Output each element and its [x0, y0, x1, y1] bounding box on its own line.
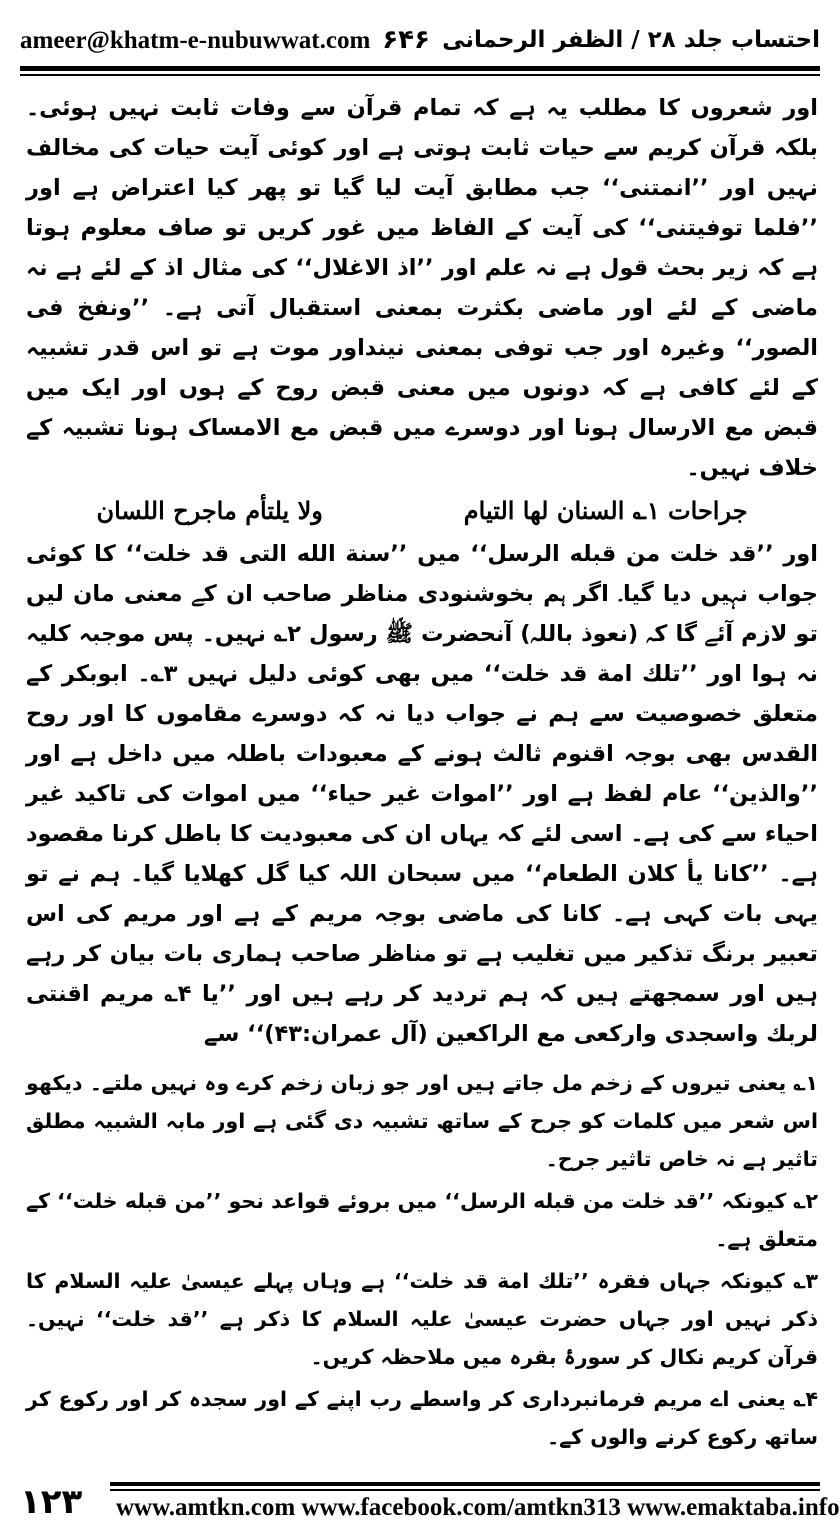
footnote-2: ۲؎ کیونکہ ’’قد خلت من قبله الرسل‘‘ میں بروئے قواعد نحو ’’من قبله خلت‘‘ کے متعلق ہے۔ [26, 1189, 818, 1251]
footer-rule-thin [110, 1489, 820, 1491]
header-left [20, 25, 430, 55]
body-paragraph-1: اور شعروں کا مطلب یہ ہے کہ تمام قرآن سے وفات ثابت نہیں ہوئی۔ بلکہ قرآن کریم سے حیات ثابت ہوتی ہے اور کوئی آیت حیات کی مخالف نہیں اور ’’انمتنی‘‘ جب مطابق آیت لیا گیا تو پھر کیا اعتراض ہے اور ’’فلما توفیتنی‘‘ کی آیت کے الفاظ میں غور کریں تو صاف معلوم ہوتا ہے کہ زیر بحث قول ہے نہ علم اور ’’اذ الاغلال‘‘ کی مثال اذ کے لئے ہے نہ ماضی کے لئے اور ماضی بکثرت بمعنی استقبال آتی ہے۔ ’’ونفخ فی الصور‘‘ وغیرہ اور جب توفی بمعنی نینداور موت ہے تو اس قدر تشبیہ کے لئے کافی ہے کہ دونوں میں معنی قبض روح کے ہوں اور ایک میں قبض مع الارسال ہونا اور دوسرے میں قبض مع الامساک ہونا تشبیہ کے خلاف نہیں۔ [26, 95, 818, 481]
verse-second-hemistich: ولا یلتأم ماجرح اللسان [96, 496, 323, 525]
footnotes [26, 1064, 818, 1456]
footnote-1: ۱؎ یعنی تیروں کے زخم مل جاتے ہیں اور جو زبان زخم کرے وہ نہیں ملتے۔ دیکھو اس شعر میں کلمات کو جرح کے ساتھ تشبیہ دی گئی ہے اور مابہ الشبیہ مطلق تاثیر ہے نہ خاص تاثیر جرح۔ [26, 1071, 818, 1171]
page-header [20, 18, 820, 62]
footer-page-number: ۱۲۳ [20, 1482, 83, 1522]
header-book-title: احتساب جلد ۲۸ / الظفر الرحمانی [442, 27, 820, 53]
header-page-number: ۶۴۶ [382, 25, 430, 55]
page-body [26, 88, 818, 1460]
body-paragraph-2: اور ’’قد خلت من قبله الرسل‘‘ میں ’’سنة الله التی قد خلت‘‘ کا کوئی جواب نہیں دیا گیا۔ اگر ہم بخوشنودی مناظر صاحب ان کے معنی مان لیں تو لازم آئے گا کہ (نعوذ باللہ) آنحضرت ﷺ رسول ۲؎ نہیں۔ پس موجبہ کلیہ نہ ہوا اور ’’تلك امة قد خلت‘‘ میں بھی کوئی دلیل نہیں ۳؎۔ ابوبکر کے متعلق خصوصیت سے ہم نے جواب دیا نہ کہ دوسرے مقاموں کا اور روح القدس بھی بوجہ اقنوم ثالث ہونے کے معبودات باطلہ میں داخل ہے اور ’’والذین‘‘ عام لفظ ہے اور ’’اموات غیر حیاء‘‘ میں اموات کی تاکید غیر احیاء سے کی ہے۔ اسی لئے کہ یہاں ان کی معبودیت کا باطل کرنا مقصود ہے۔ ’’کانا یأ کلان الطعام‘‘ میں سبحان اللہ کیا گل کھلایا گیا۔ ہم نے تو یہی بات کہی ہے۔ کانا کی ماضی بوجہ مریم کے ہے اور مریم کی اس تعبیر برنگ تذکیر میں تغلیب ہے تو مناظر صاحب ہماری بات بیان کر رہے ہیں اور سمجھتے ہیں کہ ہم تردید کر رہے ہیں اور ’’یا ۴؎ مریم اقنتی لربك واسجدی وارکعی مع الراکعین (آل عمران:۴۳)‘‘ سے [26, 541, 818, 1047]
footer-website-links: www.amtkn.com www.facebook.com/amtkn313 www.emaktaba.info [116, 1494, 840, 1521]
poetry-verse [26, 490, 818, 532]
header-email: ameer@khatm-e-nubuwwat.com [20, 27, 371, 54]
verse-first-hemistich: جراحات ۱؎ السنان لها التیام [463, 496, 748, 525]
header-rule-thick [20, 66, 820, 71]
footer-rule-thick [110, 1482, 820, 1486]
header-rule-thin [20, 74, 820, 76]
footnote-4: ۴؎ یعنی اے مریم فرمانبرداری کر واسطے رب اپنے کے اور سجدہ کر اور رکوع کر ساتھ رکوع کرنے والوں کے۔ [26, 1387, 818, 1449]
page-footer [20, 1480, 840, 1530]
footnote-3: ۳؎ کیونکہ جہاں فقرہ ’’تلك امة قد خلت‘‘ ہے وہاں پہلے عیسیٰ علیہ السلام کا ذکر نہیں اور جہاں حضرت عیسیٰ علیہ السلام کا ذکر ہے ’’قد خلت‘‘ نہیں۔ قرآن کریم نکال کر سورۂ بقرہ میں ملاحظہ کریں۔ [26, 1269, 818, 1369]
